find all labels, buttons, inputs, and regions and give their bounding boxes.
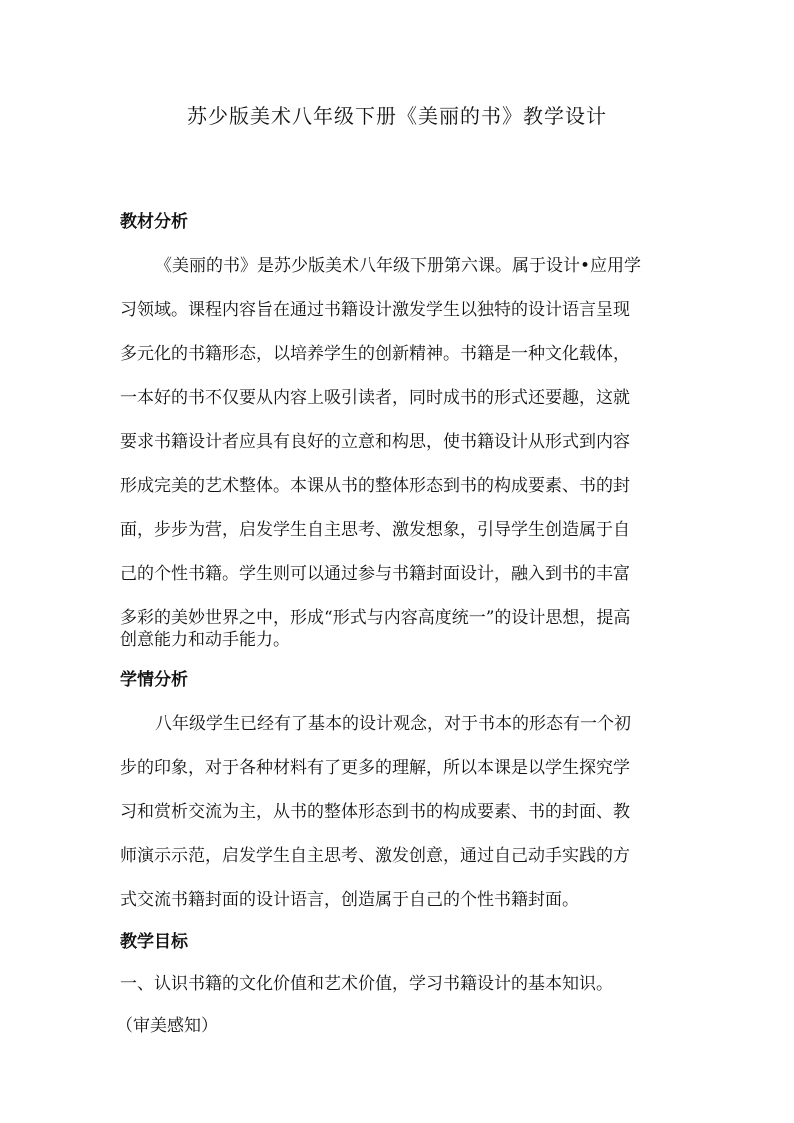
paragraph-line: 创意能力和动手能力。 — [120, 630, 290, 650]
section-heading-textbook-analysis: 教材分析 — [120, 212, 188, 232]
paragraph-line: 一、认识书籍的文化价值和艺术价值，学习书籍设计的基本知识。 — [120, 974, 613, 994]
section-heading-teaching-goals: 教学目标 — [120, 932, 188, 952]
paragraph-line: 习和赏析交流为主，从书的整体形态到书的构成要素、书的封面、教 — [120, 802, 630, 822]
paragraph-line: 八年级学生已经有了基本的设计观念，对于书本的形态有一个初 — [155, 714, 631, 734]
paragraph-line: 习领域。课程内容旨在通过书籍设计激发学生以独特的设计语言呈现 — [120, 300, 630, 320]
paragraph-line: 己的个性书籍。学生则可以通过参与书籍封面设计，融入到书的丰富 — [120, 564, 630, 584]
paragraph-line: 面，步步为营，启发学生自主思考、激发想象，引导学生创造属于自 — [120, 520, 630, 540]
paragraph-line: 一本好的书不仅要从内容上吸引读者，同时成书的形式还要趣，这就 — [120, 388, 630, 408]
paragraph-line: 多彩的美妙世界之中，形成“形式与内容高度统一”的设计思想，提高 — [120, 608, 631, 628]
paragraph-line: 《美丽的书》是苏少版美术八年级下册第六课。属于设计•应用学 — [155, 256, 642, 276]
section-heading-learner-analysis: 学情分析 — [120, 670, 188, 690]
paragraph-line: 式交流书籍封面的设计语言，创造属于自己的个性书籍封面。 — [120, 890, 579, 910]
paragraph-line: （审美感知） — [116, 1016, 218, 1036]
document-title: 苏少版美术八年级下册《美丽的书》教学设计 — [187, 104, 607, 128]
paragraph-line: 多元化的书籍形态，以培养学生的创新精神。书籍是一种文化载体， — [120, 344, 630, 364]
paragraph-line: 形成完美的艺术整体。本课从书的整体形态到书的构成要素、书的封 — [120, 476, 630, 496]
paragraph-line: 师演示示范，启发学生自主思考、激发创意，通过自己动手实践的方 — [120, 846, 630, 866]
paragraph-line: 步的印象，对于各种材料有了更多的理解，所以本课是以学生探究学 — [120, 758, 630, 778]
paragraph-line: 要求书籍设计者应具有良好的立意和构思，使书籍设计从形式到内容 — [120, 432, 630, 452]
